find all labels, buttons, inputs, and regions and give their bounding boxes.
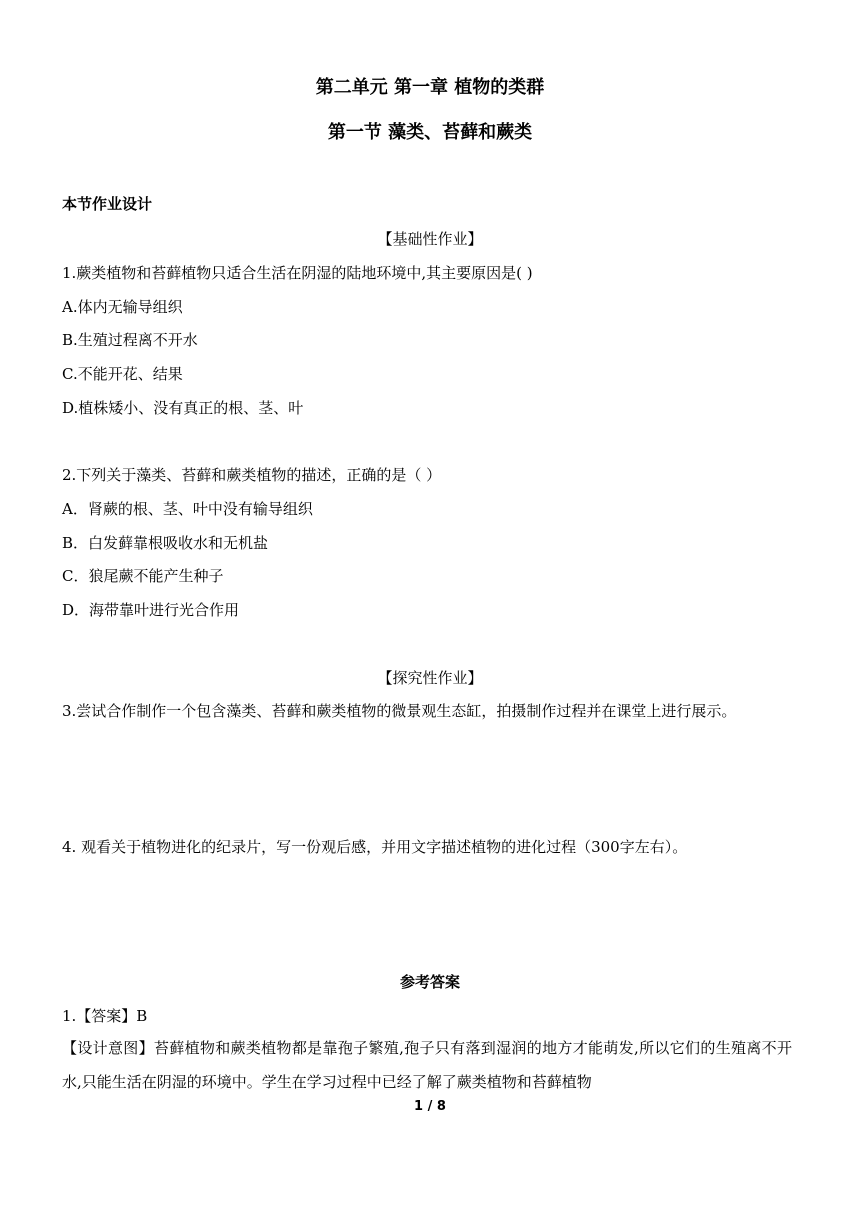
unit-title: 第二单元 第一章 植物的类群 [315, 77, 545, 98]
answer-1: 1.【答案】B [62, 1007, 148, 1025]
question-1-option-a: A.体内无输导组织 [62, 298, 183, 316]
inquiry-homework-heading: 【探究性作业】 [377, 669, 483, 687]
question-1-option-c: C.不能开花、结果 [62, 365, 183, 383]
question-2-option-b: B．白发藓靠根吸收水和无机盐 [62, 534, 269, 552]
homework-design-label: 本节作业设计 [62, 195, 153, 213]
page-number: 1 / 8 [414, 1099, 446, 1114]
question-1-stem: 1.蕨类植物和苔藓植物只适合生活在阴湿的陆地环境中,其主要原因是( ) [62, 264, 533, 282]
question-1-option-b: B.生殖过程离不开水 [62, 331, 198, 349]
section-title: 第一节 藻类、苔藓和蕨类 [327, 122, 533, 143]
question-1-option-d: D.植株矮小、没有真正的根、茎、叶 [62, 399, 304, 417]
question-2-option-c: C．狼尾蕨不能产生种子 [62, 567, 224, 585]
basic-homework-heading: 【基础性作业】 [377, 230, 483, 248]
question-2-option-d: D．海带靠叶进行光合作用 [62, 601, 240, 619]
question-4: 4. 观看关于植物进化的纪录片，写一份观后感，并用文字描述植物的进化过程（300字左右）。 [62, 838, 688, 856]
question-2-option-a: A．肾蕨的根、茎、叶中没有输导组织 [62, 500, 313, 518]
question-3: 3.尝试合作制作一个包含藻类、苔藓和蕨类植物的微景观生态缸，拍摄制作过程并在课堂上进行展示。 [62, 702, 737, 720]
answers-heading: 参考答案 [399, 973, 460, 991]
question-2-stem: 2.下列关于藻类、苔藓和蕨类植物的描述，正确的是（ ） [62, 466, 442, 484]
answer-1-design-intent: 【设计意图】苔藓植物和蕨类植物都是靠孢子繁殖,孢子只有落到湿润的地方才能萌发,所以它们的生殖离不开水,只能生活在阴湿的环境中。学生在学习过程中已经了解了蕨类植物和苔藓植物 [62, 1039, 792, 1091]
